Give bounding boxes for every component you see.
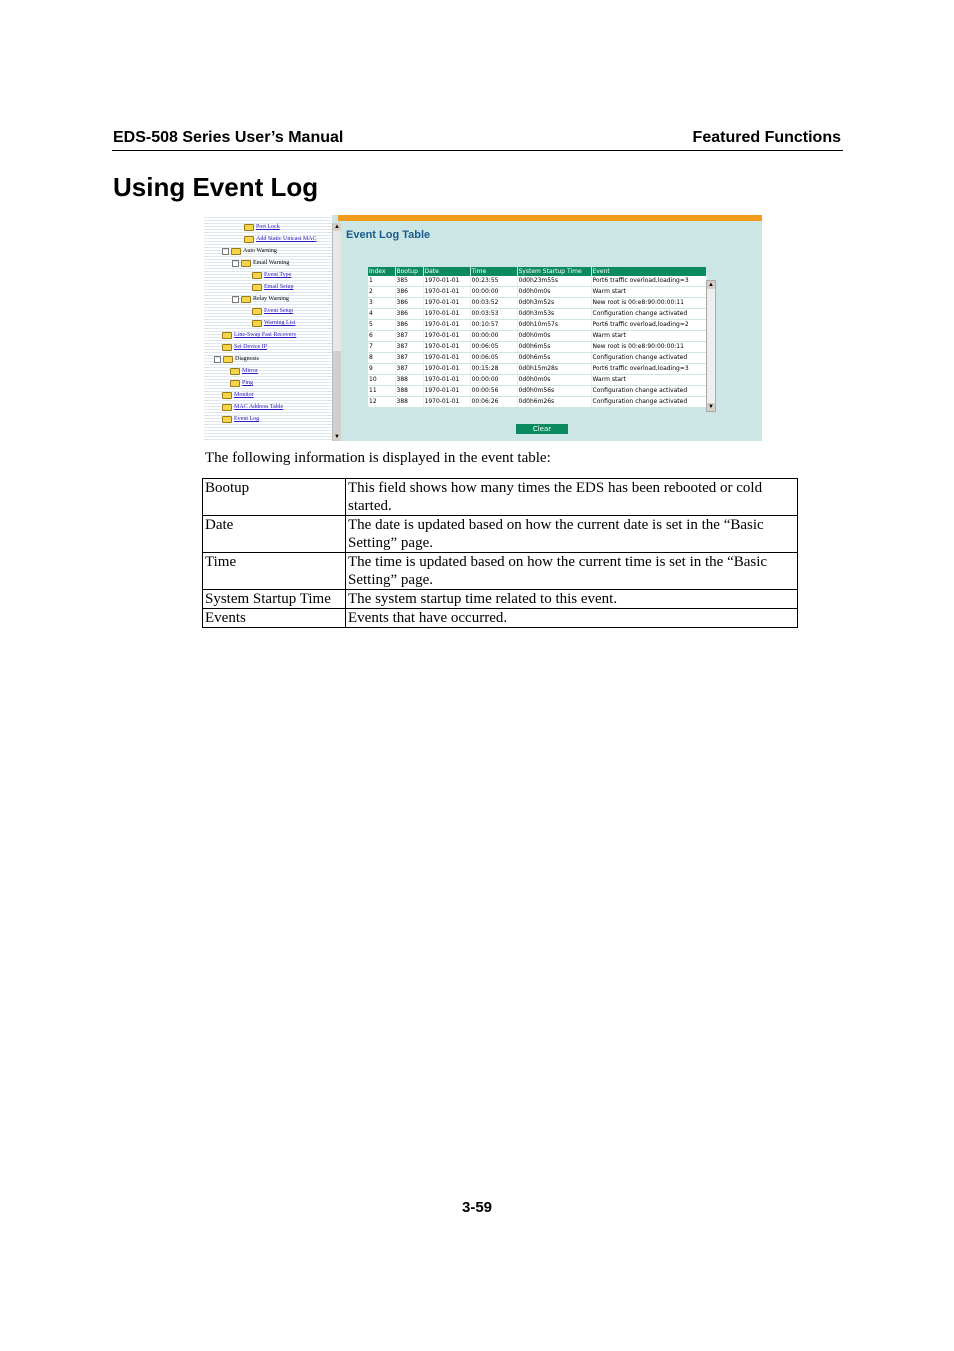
folder-icon <box>230 368 240 375</box>
table-row <box>203 609 798 628</box>
header-rule <box>112 150 843 151</box>
table-cell: 388 <box>395 386 423 397</box>
tree-item[interactable] <box>252 307 293 316</box>
tree-item-label[interactable]: Event Log <box>234 416 260 422</box>
folder-icon <box>222 344 232 351</box>
tree-item[interactable] <box>222 391 254 400</box>
table-row <box>203 590 798 609</box>
table-cell: 386 <box>395 298 423 309</box>
table-row <box>368 375 706 386</box>
log-scroll-up-icon[interactable]: ▲ <box>708 282 714 288</box>
table-cell: 5 <box>368 320 395 331</box>
table-cell: 0d0h0m0s <box>517 375 591 386</box>
table-row <box>368 309 706 320</box>
table-cell: 00:06:05 <box>470 342 517 353</box>
folder-icon <box>244 224 254 231</box>
field-term: Date <box>203 516 346 553</box>
table-cell: 00:00:00 <box>470 287 517 298</box>
page-title: Using Event Log <box>113 172 319 202</box>
tree-item[interactable] <box>244 223 280 232</box>
top-accent-bar <box>338 215 762 221</box>
collapse-icon[interactable]: − <box>232 260 239 267</box>
tree-item-label[interactable]: Warning List <box>264 320 296 326</box>
tree-item[interactable] <box>214 355 259 364</box>
field-term: Time <box>203 553 346 590</box>
tree-item[interactable] <box>232 295 289 304</box>
table-cell: 0d0h0m0s <box>517 331 591 342</box>
table-row <box>368 342 706 353</box>
tree-item-label[interactable]: MAC Address Table <box>234 404 284 410</box>
folder-icon <box>244 236 254 243</box>
table-cell: 9 <box>368 364 395 375</box>
table-cell: 0d0h0m0s <box>517 287 591 298</box>
table-cell: 12 <box>368 397 395 408</box>
table-cell: 0d0h0m56s <box>517 386 591 397</box>
tree-item-label[interactable]: Event Setup <box>264 308 294 314</box>
folder-icon <box>252 284 262 291</box>
table-cell: Port6 traffic overload,loading=3 <box>591 364 706 375</box>
table-cell: 386 <box>395 320 423 331</box>
table-row <box>368 331 706 342</box>
tree-item-label[interactable]: Monitor <box>234 392 254 398</box>
table-cell: 1970-01-01 <box>423 364 470 375</box>
column-header: System Startup Time <box>517 267 591 276</box>
folder-icon <box>223 356 233 363</box>
event-log-screenshot <box>204 215 762 441</box>
folder-icon <box>252 320 262 327</box>
column-header: Date <box>423 267 470 276</box>
column-header: Event <box>591 267 706 276</box>
log-scrollbar[interactable] <box>706 280 716 412</box>
table-cell: 0d0h6m5s <box>517 342 591 353</box>
tree-item[interactable] <box>222 403 283 412</box>
table-row <box>203 479 798 516</box>
field-description: This field shows how many times the EDS has been rebooted or cold started. <box>346 479 798 516</box>
table-cell: 387 <box>395 364 423 375</box>
table-cell: 00:03:53 <box>470 309 517 320</box>
scroll-up-icon[interactable]: ▲ <box>334 224 340 230</box>
tree-item[interactable] <box>230 379 253 388</box>
table-cell: New root is 00:e8:90:00:00:11 <box>591 342 706 353</box>
table-cell: 00:00:56 <box>470 386 517 397</box>
table-cell: 388 <box>395 375 423 386</box>
tree-item-label[interactable]: Port Lock <box>256 224 280 230</box>
table-cell: 1970-01-01 <box>423 375 470 386</box>
tree-item-label: Relay Warning <box>253 296 289 302</box>
table-row <box>368 364 706 375</box>
column-header: Index <box>368 267 395 276</box>
column-header: Bootup <box>395 267 423 276</box>
table-cell: 0d0h3m52s <box>517 298 591 309</box>
event-log-table <box>368 267 707 408</box>
table-cell: 2 <box>368 287 395 298</box>
table-cell: Configuration change activated <box>591 353 706 364</box>
table-cell: 385 <box>395 276 423 287</box>
tree-item[interactable] <box>252 271 291 280</box>
table-row <box>368 397 706 408</box>
manual-title: EDS-508 Series User’s Manual <box>113 129 344 146</box>
table-row <box>203 516 798 553</box>
table-cell: 0d0h6m26s <box>517 397 591 408</box>
table-cell: Configuration change activated <box>591 309 706 320</box>
table-cell: Port6 traffic overload,loading=3 <box>591 276 706 287</box>
table-row <box>368 320 706 331</box>
table-cell: 386 <box>395 287 423 298</box>
folder-icon <box>230 380 240 387</box>
table-cell: 0d0h6m5s <box>517 353 591 364</box>
tree-item[interactable] <box>222 343 267 352</box>
table-cell: 388 <box>395 397 423 408</box>
tree-item[interactable] <box>252 283 294 292</box>
navigation-tree <box>204 215 332 441</box>
clear-button[interactable]: Clear <box>516 424 568 434</box>
table-cell: 10 <box>368 375 395 386</box>
table-cell: Configuration change activated <box>591 386 706 397</box>
tree-item-label[interactable]: Set Device IP <box>234 344 267 350</box>
table-cell: 1970-01-01 <box>423 309 470 320</box>
folder-icon <box>222 332 232 339</box>
table-row <box>203 553 798 590</box>
tree-item-label: Auto Warning <box>243 248 277 254</box>
tree-item[interactable] <box>222 331 296 340</box>
table-cell: 387 <box>395 342 423 353</box>
tree-item-label[interactable]: Ping <box>242 380 254 386</box>
collapse-icon[interactable]: − <box>222 248 229 255</box>
table-cell: 387 <box>395 331 423 342</box>
tree-item-label[interactable]: Email Setup <box>264 284 294 290</box>
tree-item[interactable] <box>244 235 317 244</box>
folder-icon <box>231 248 241 255</box>
field-term: Bootup <box>203 479 346 516</box>
table-cell: 1970-01-01 <box>423 331 470 342</box>
table-cell: Configuration change activated <box>591 397 706 408</box>
field-term: System Startup Time <box>203 590 346 609</box>
folder-icon <box>252 272 262 279</box>
table-cell: 386 <box>395 309 423 320</box>
folder-icon <box>222 416 232 423</box>
table-cell: 00:06:26 <box>470 397 517 408</box>
tree-item[interactable] <box>230 367 258 376</box>
field-term: Events <box>203 609 346 628</box>
field-description: The time is updated based on how the current time is set in the “Basic Setting” page. <box>346 553 798 590</box>
table-cell: Port6 traffic overload,loading=2 <box>591 320 706 331</box>
tree-item[interactable] <box>252 319 295 328</box>
tree-item-label: Email Warning <box>253 260 290 266</box>
table-cell: 7 <box>368 342 395 353</box>
field-description: Events that have occurred. <box>346 609 798 628</box>
table-cell: 00:00:00 <box>470 375 517 386</box>
table-cell: 11 <box>368 386 395 397</box>
tree-item[interactable] <box>222 415 259 424</box>
table-cell: 387 <box>395 353 423 364</box>
table-cell: 00:00:00 <box>470 331 517 342</box>
tree-item[interactable] <box>222 247 277 256</box>
table-row <box>368 353 706 364</box>
tree-item[interactable] <box>232 259 289 268</box>
tree-item-label[interactable]: Mirror <box>242 368 258 374</box>
table-cell: 1970-01-01 <box>423 386 470 397</box>
field-description-table <box>202 478 798 628</box>
tree-item-label: Diagnosis <box>235 356 259 362</box>
table-cell: 00:15:28 <box>470 364 517 375</box>
table-cell: 1970-01-01 <box>423 276 470 287</box>
table-row <box>368 276 706 287</box>
table-cell: 0d0h15m28s <box>517 364 591 375</box>
table-cell: 1 <box>368 276 395 287</box>
table-cell: New root is 00:e8:90:00:00:11 <box>591 298 706 309</box>
tree-item-label[interactable]: Add Static Unicast MAC <box>256 236 317 242</box>
column-header: Time <box>470 267 517 276</box>
tree-item-label[interactable]: Line-Swap Fast Recovery <box>234 332 297 338</box>
collapse-icon[interactable]: − <box>214 356 221 363</box>
scroll-down-icon[interactable]: ▼ <box>334 434 340 440</box>
folder-icon <box>222 404 232 411</box>
table-cell: 8 <box>368 353 395 364</box>
table-cell: 6 <box>368 331 395 342</box>
table-cell: 1970-01-01 <box>423 397 470 408</box>
table-cell: 1970-01-01 <box>423 298 470 309</box>
folder-icon <box>222 392 232 399</box>
table-cell: 00:06:05 <box>470 353 517 364</box>
collapse-icon[interactable]: − <box>232 296 239 303</box>
table-cell: 0d0h10m57s <box>517 320 591 331</box>
intro-text: The following information is displayed in the event table: <box>205 450 551 466</box>
table-row <box>368 287 706 298</box>
table-cell: 0d0h23m55s <box>517 276 591 287</box>
table-cell: 1970-01-01 <box>423 342 470 353</box>
table-row <box>368 298 706 309</box>
log-scroll-down-icon[interactable]: ▼ <box>708 404 714 410</box>
folder-icon <box>252 308 262 315</box>
folder-icon <box>241 260 251 267</box>
table-cell: 3 <box>368 298 395 309</box>
table-cell: 00:23:55 <box>470 276 517 287</box>
scroll-thumb[interactable] <box>333 351 341 433</box>
table-cell: Warm start <box>591 375 706 386</box>
field-description: The date is updated based on how the current date is set in the “Basic Setting” page. <box>346 516 798 553</box>
field-description: The system startup time related to this event. <box>346 590 798 609</box>
folder-icon <box>241 296 251 303</box>
table-cell: 4 <box>368 309 395 320</box>
event-log-table-title: Event Log Table <box>346 229 431 241</box>
table-cell: Warm start <box>591 287 706 298</box>
table-cell: 1970-01-01 <box>423 320 470 331</box>
table-cell: Warm start <box>591 331 706 342</box>
table-cell: 1970-01-01 <box>423 353 470 364</box>
table-row <box>368 386 706 397</box>
table-cell: 1970-01-01 <box>423 287 470 298</box>
tree-item-label[interactable]: Event Type <box>264 272 292 278</box>
page-number: 3-59 <box>461 1199 493 1216</box>
table-cell: 00:03:52 <box>470 298 517 309</box>
tree-scrollbar[interactable] <box>332 223 341 441</box>
chapter-title: Featured Functions <box>692 129 841 146</box>
table-cell: 00:10:57 <box>470 320 517 331</box>
table-cell: 0d0h3m53s <box>517 309 591 320</box>
